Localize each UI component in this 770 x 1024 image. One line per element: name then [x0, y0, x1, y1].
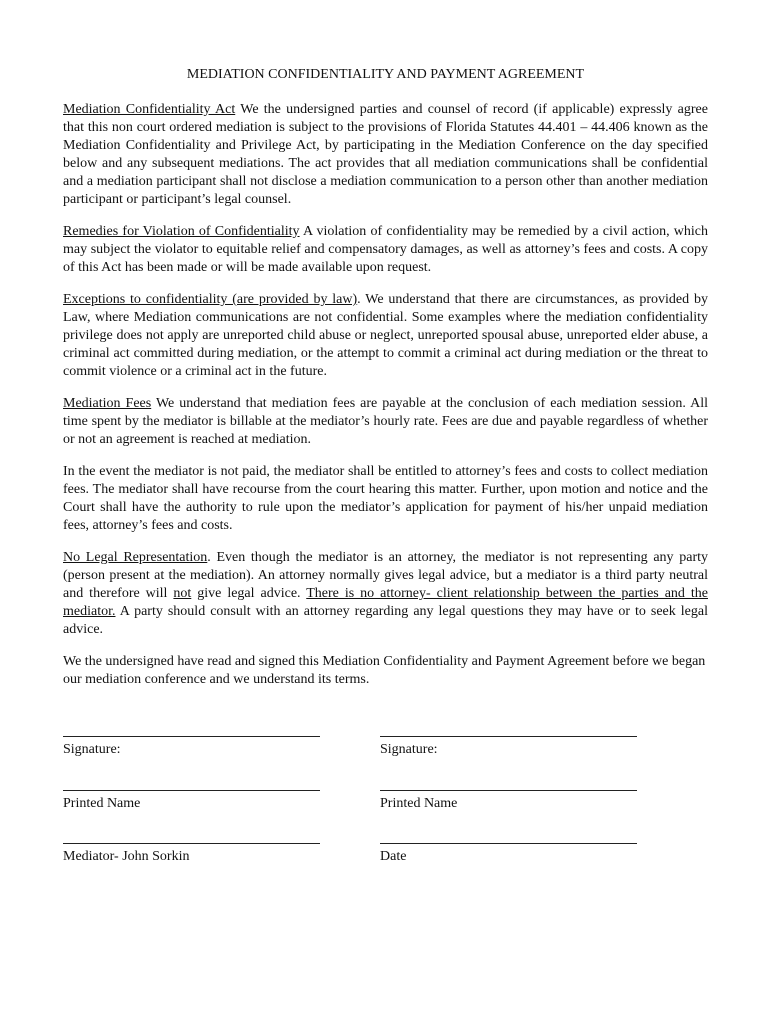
text-no-legal-rep-not: not: [173, 586, 192, 601]
paragraph-exceptions: [63, 291, 708, 381]
signature-label-left: Signature:: [63, 742, 121, 757]
heading-fees: Mediation Fees: [63, 396, 152, 411]
text-nonpayment: In the event the mediator is not paid, the mediator shall be entitled to attorney’s fees and costs to collect mediation fees. The mediator shall have recourse from the court hearing this matter. Further, upon motion and notice and the Court shall have the authority to rule upon the mediator’s application for payment of his/her unpaid mediation fees, attorney’s fees and costs.: [63, 464, 708, 533]
paragraph-confidentiality-act: [63, 101, 708, 209]
signature-line-right-1[interactable]: [380, 736, 637, 737]
printed-name-line-right[interactable]: [380, 790, 637, 791]
paragraph-no-legal-representation: [63, 549, 708, 639]
paragraph-nonpayment: [63, 463, 708, 535]
text-remedies: A violation of confidentiality may be remedied by a civil action, which may subject the violator to equitable relief and compensatory damages, as well as attorney’s fees and costs. A copy of this Act has been made or will be made available upon request.: [63, 224, 708, 275]
document-title: MEDIATION CONFIDENTIALITY AND PAYMENT AGREEMENT: [186, 67, 585, 82]
heading-no-legal-representation: No Legal Representation: [63, 550, 208, 565]
text-fees: We understand that mediation fees are payable at the conclusion of each mediation session. All time spent by the mediator is billable at the mediator’s hourly rate. Fees are due and payable regardless of whether or not an agreement is reached at mediation.: [63, 396, 708, 447]
paragraph-fees: [63, 395, 708, 449]
heading-remedies: Remedies for Violation of Confidentiality: [63, 224, 300, 239]
text-exceptions: . We understand that there are circumstances, as provided by Law, where Mediation communications are not confidential. Some examples where the mediation confidentiality privilege does not apply are unreported child abuse or neglect, unreported spousal abuse, unreported elder abuse, a criminal act committed during mediation, or the attempt to commit a criminal act during mediation or the threat to commit violence or a criminal act in the future.: [63, 292, 708, 379]
heading-exceptions: Exceptions to confidentiality (are provided by law): [63, 292, 358, 307]
document-body: [63, 101, 708, 703]
printed-name-line-left[interactable]: [63, 790, 320, 791]
signature-label-right: Signature:: [380, 742, 438, 757]
text-confidentiality-act: We the undersigned parties and counsel of record (if applicable) expressly agree that this non court ordered mediation is subject to the provisions of Florida Statutes 44.401 – 44.406 known as the Mediation Confidentiality and Privilege Act, by participating in the Mediation Conference on the day specified below and any subsequent mediations. The act provides that all mediation communications shall be confidential and a mediation participant shall not disclose a mediation communication to a person other than another mediation participant or participant’s legal counsel.: [63, 102, 708, 207]
text-no-legal-rep-1: . Even though the mediator is an attorney, the mediator is not representing any party (person present at the mediation). An attorney normally gives legal advice, but a mediator is a third party neutral and therefore will: [63, 550, 708, 601]
text-acknowledgment: We the undersigned have read and signed this Mediation Confidentiality and Payment Agreement before we began our mediation conference and we understand its terms.: [63, 654, 706, 687]
mediator-label: Mediator- John Sorkin: [63, 849, 190, 864]
text-no-legal-rep-3: A party should consult with an attorney regarding any legal questions they may have or to seek legal advice.: [63, 604, 708, 637]
paragraph-remedies: [63, 223, 708, 277]
heading-confidentiality-act: Mediation Confidentiality Act: [63, 102, 236, 117]
printed-name-label-left: Printed Name: [63, 796, 141, 811]
date-line[interactable]: [380, 843, 637, 844]
text-no-legal-rep-underlined: There is no attorney- client relationship between the parties and the mediator.: [63, 586, 708, 619]
text-no-legal-rep-2: give legal advice.: [191, 586, 307, 601]
signature-line-left-1[interactable]: [63, 736, 320, 737]
mediator-signature-line[interactable]: [63, 843, 320, 844]
printed-name-label-right: Printed Name: [380, 796, 458, 811]
paragraph-acknowledgment: [63, 653, 708, 689]
date-label: Date: [380, 849, 407, 864]
